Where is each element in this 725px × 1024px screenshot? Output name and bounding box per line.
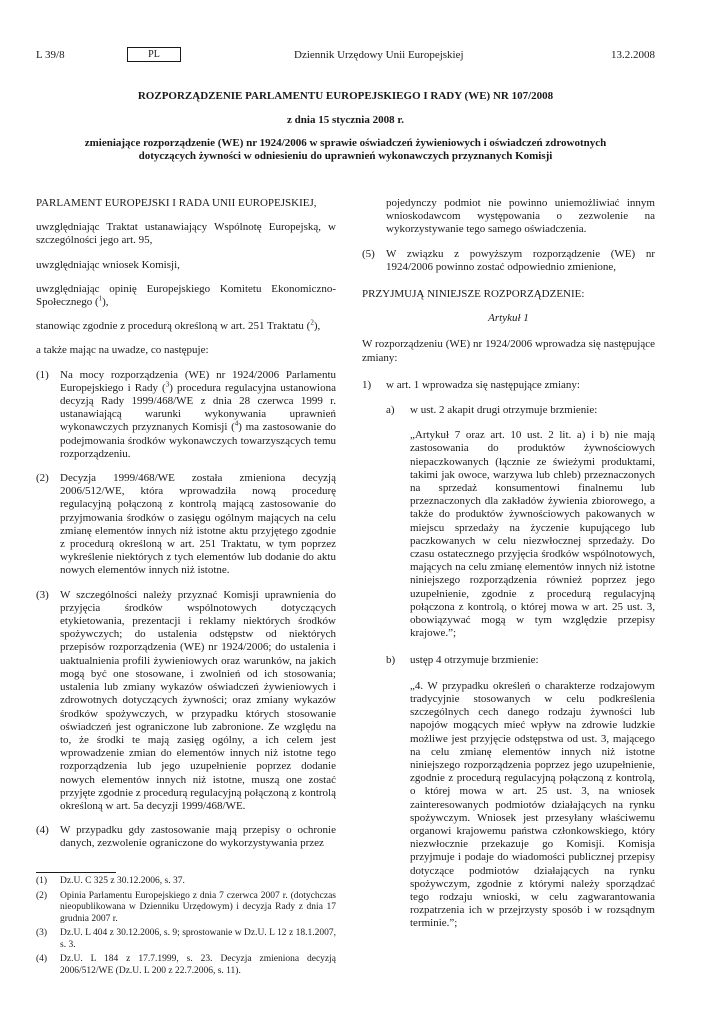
regulation-date: z dnia 15 stycznia 2008 r. xyxy=(287,114,404,126)
quoted-text-a: „Artykuł 7 oraz art. 10 ust. 2 lit. a) i b) nie mają zastosowania do produktów żywnościowych niepaczkowanych (łącznie ze świeżymi produktami, takimi jak owoce, warzywa lub chleb) przeznaczonych na sprzedaż konsumentowi finalnemu lub przeznaczonych dla zakładów żywienia zbiorowego, a także do produktów żywnościowych pakowanych w miejscu sprzedaży na życzenie kupującego lub paczkowanych w celu niezwłocznej sprzedaży. Do czasu ostatecznego przyjęcia środków wspólnotowych, mających na celu zmianę elementów innych niż istotne niniejszego rozporządzenia również poprzez jego uzupełnienie, zgodnie z procedurą regulacyjną połączona z kontrolą, o której mowa w art. 25 ust. 3, obowiązywać mogą w tym względzie przepisy krajowe.”; xyxy=(410,429,655,640)
preamble-opinion: uwzględniając opinię Europejskiego Komitetu Ekonomiczno-Społecznego ($^1$), xyxy=(36,282,336,309)
page-header xyxy=(36,48,655,66)
footnotes xyxy=(36,876,336,980)
article-heading: Artykuł 1 xyxy=(488,312,529,325)
quoted-text-b: „4. W przypadku określeń o charakterze rodzajowym tradycyjnie stosowanych w celu podkreślenia szczególnych cech danego rodzaju żywności lub napojów mogących mieć wpływ na zdrowie ludzkie możliwe jest przyjęcie odstępstwa od ust. 3, mającego na celu zmianę elementów innych niż istotne niniejszego rozporządzenia poprzez jego uzupełnienie, zgodnie z procedurą regulacyjną połączoną z kontrolą, o której mowa w art. 25 ust. 3, na wniosek zainteresowanych podmiotów działających na rynku spożywczym. Wniosek jest przesyłany właściwemu organowi krajowemu państwa członkowskiego, który niezwłocznie przekazuje go Komisji. Komisja przyjmuje i podaje do wiadomości publicznej przepisy dotyczące podmiotów działających na rynku spożywczym, zgodnie z którymi należy sporządzać tego rodzaju wnioski, w celu zagwarantowania rozpatrzenia ich w przejrzysty sposób i w rozsądnym terminie.”; xyxy=(410,679,655,930)
footnote-ref: 2 xyxy=(310,318,314,327)
footnote: (4) Dz.U. L 184 z 17.7.1999, s. 23. Decyzja zmieniona decyzją 2006/512/WE (Dz.U. L 200 z 22.7.2006, s. 11). xyxy=(36,954,336,976)
footnote: (1) Dz.U. C 325 z 30.12.2006, s. 37. xyxy=(36,876,185,886)
amendment-item-b: b) ustęp 4 otrzymuje brzmienie: xyxy=(386,654,539,667)
language-badge: PL xyxy=(127,47,181,62)
preamble-proposal: uwzględniając wniosek Komisji, xyxy=(36,258,180,271)
preamble-parties: PARLAMENT EUROPEJSKI I RADA UNII EUROPEJSKIEJ, xyxy=(36,197,317,209)
amendment-item-1: 1) w art. 1 wprowadza się następujące zmiany: xyxy=(362,378,580,391)
article-intro: W rozporządzeniu (WE) nr 1924/2006 wprowadza się następujące zmiany: xyxy=(362,338,655,364)
recital-4: (4) W przypadku gdy zastosowanie mają przepisy o ochronie danych, zezwolenie ograniczone do wykorzystywania przez xyxy=(36,824,336,850)
footnote-ref: 3 xyxy=(165,380,170,389)
regulation-subject: zmieniające rozporządzenie (WE) nr 1924/2006 w sprawie oświadczeń żywieniowych i oświadczeń zdrowotnych dotyczących żywności w odniesieniu do uprawnień wykonawczych przyznanych Komisji xyxy=(84,137,607,162)
preamble-treaty: uwzględniając Traktat ustanawiający Wspólnotę Europejską, w szczególności jego art. 95, xyxy=(36,221,336,247)
footnote: (3) Dz.U. L 404 z 30.12.2006, s. 9; sprostowanie w Dz.U. L 12 z 18.1.2007, s. 3. xyxy=(36,928,336,950)
recital-5: (5) W związku z powyższym rozporządzenie (WE) nr 1924/2006 powinno zostać odpowiednio zmienione, xyxy=(362,247,655,273)
left-column xyxy=(36,197,336,862)
footnote-ref: 1 xyxy=(98,294,103,303)
page-reference: L 39/8 xyxy=(36,49,65,61)
preamble-whereas: a także mając na uwadze, co następuje: xyxy=(36,344,209,357)
recital-4-continued: pojedynczy podmiot nie powinno uniemożliwiać innym wnioskodawcom występowania o zezwolenie na wykorzystywanie tego samego oświadczenia. xyxy=(386,197,655,236)
footnote-ref: 4 xyxy=(234,419,239,428)
journal-title: Dziennik Urzędowy Unii Europejskiej xyxy=(294,49,464,61)
amendment-item-a: a) w ust. 2 akapit drugi otrzymuje brzmienie: xyxy=(386,404,598,417)
footnote-divider xyxy=(36,872,116,873)
publication-date: 13.2.2008 xyxy=(611,49,655,61)
right-column xyxy=(362,197,655,945)
regulation-title: ROZPORZĄDZENIE PARLAMENTU EUROPEJSKIEGO I RADY (WE) NR 107/2008 xyxy=(137,90,554,102)
preamble-procedure: stanowiąc zgodnie z procedurą określoną w art. 251 Traktatu ($^2$), xyxy=(36,318,321,333)
footnote: (2) Opinia Parlamentu Europejskiego z dnia 7 czerwca 2007 r. (dotychczas nieopublikowana w Dzienniku Urzędowym) i decyzja Rady z dnia 17 grudnia 2007 r. xyxy=(36,890,336,924)
adoption-statement: PRZYJMUJĄ NINIEJSZE ROZPORZĄDZENIE: xyxy=(362,288,585,301)
recital-3: (3) W szczególności należy przyznać Komisji uprawnienia do przyjęcia środków wspólnotowych dotyczących etykietowania, prezentacji i reklamy niektórych środków spożywczych; do ustalenia odstępstw od niektórych przepisów rozporządzenia (WE) nr 1924/2006; do ustalenia i uaktualnienia profili żywieniowych oraz warunków, na jakich mogą być one stosowane, i zwolnień od ich stosowania; ustalenia lub zmiany wykazów oświadczeń żywieniowych i zdrowotnych dotyczących żywności; oraz zmiany wykazów środków spożywczych, w przypadku których stosowanie oświadczeń jest ograniczone lub zabronione. Ze względu na to, że środki te mają zasięg ogólny, a ich celem jest wprowadzenie zmian do elementów innych niż istotne tego rozporządzenia lub jego uzupełnienie poprzez dodanie nowych elementów innych niż istotne, muszą one zostać przyjęte zgodnie z procedurą regulacyjną połączoną z kontrolą określoną w art. 5a decyzji 1999/468/WE. xyxy=(36,588,336,812)
recital-2: (2) Decyzja 1999/468/WE została zmieniona decyzją 2006/512/WE, która wprowadziła nową procedurę regulacyjną połączoną z kontrolą mającą zastosowanie do przyjmowania środków o zasięgu ogólnym mających na celu zmianę elementów innych niż istotne aktu przyjętego zgodnie z procedurą określoną w art. 251 Traktatu, w tym poprzez wykreślenie niektórych z tych elementów lub dodanie do aktu nowych elementów innych niż istotne. xyxy=(36,472,336,577)
recital-1: (1) Na mocy rozporządzenia (WE) nr 1924/2006 Parlamentu Europejskiego i Rady ($^3$) procedura regulacyjna ustanowiona decyzją Rady 1999/468/WE z dnia 28 czerwca 1999 r. ustanawiającą warunki wykonywania uprawnień wykonawczych przyznanych Komisji ($^4$) ma zastosowanie do podejmowania środków wykonawczych towarzyszących temu rozporządzeniu. xyxy=(36,368,336,460)
